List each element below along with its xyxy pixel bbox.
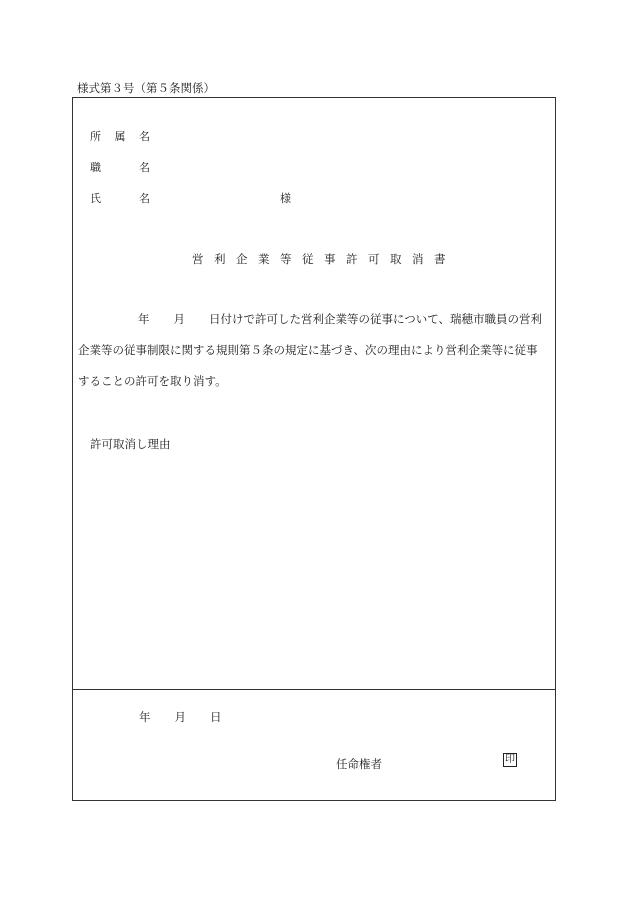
position-label xyxy=(90,159,150,175)
reason-label: 許可取消し理由 xyxy=(90,437,171,451)
body-line-1 xyxy=(78,311,551,327)
body-line-1-text: 日付けで許可した営利企業等の従事について、瑞穂市職員の営利 xyxy=(209,312,543,326)
affiliation-label-char-1: 所 xyxy=(90,130,101,143)
affiliation-label-char-2: 属 xyxy=(114,130,126,143)
date-line xyxy=(139,709,222,725)
authority-label: 任命権者 xyxy=(336,757,382,771)
name-label xyxy=(90,190,150,206)
affiliation-label-char-3: 名 xyxy=(139,130,150,143)
honorific: 様 xyxy=(280,192,291,205)
form-number: 様式第３号（第５条関係） xyxy=(77,81,215,95)
divider xyxy=(73,689,555,690)
document-title: 営利企業等従事許可取消書 xyxy=(192,252,456,266)
position-label-char-1: 職 xyxy=(90,161,101,174)
date-year: 年 xyxy=(139,710,151,724)
form-box xyxy=(72,97,556,801)
date-day: 日 xyxy=(210,710,222,724)
name-label-char-1: 氏 xyxy=(90,192,101,205)
seal-mark: 印 xyxy=(505,754,515,765)
position-label-char-2: 名 xyxy=(139,161,150,174)
affiliation-label xyxy=(90,128,150,144)
body-year: 年 xyxy=(138,312,150,326)
name-label-char-2: 名 xyxy=(139,192,150,205)
body-line-2: 企業等の従事制限に関する規則第５条の規定に基づき、次の理由により営利企業等に従事 xyxy=(78,343,538,357)
body-line-3: することの許可を取り消す。 xyxy=(78,374,227,388)
date-month: 月 xyxy=(174,710,186,724)
body-month: 月 xyxy=(173,312,185,326)
